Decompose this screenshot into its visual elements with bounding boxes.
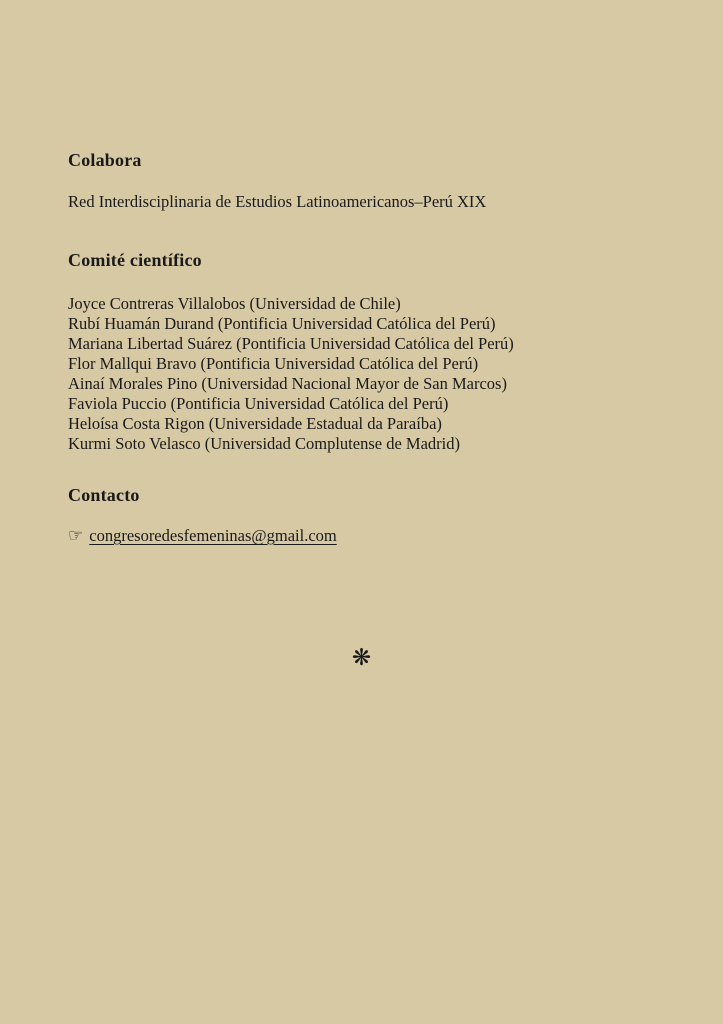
- member-row: Kurmi Soto Velasco (Universidad Complutense de Madrid): [68, 434, 460, 453]
- contact-line: [68, 526, 337, 546]
- pointing-hand-icon: ☞: [68, 526, 84, 545]
- footer-ornament-container: [0, 646, 723, 670]
- comite-member-list: [68, 294, 514, 454]
- member-row: Joyce Contreras Villalobos (Universidad de Chile): [68, 294, 401, 313]
- asterisk-ornament-icon: ❋: [351, 645, 372, 670]
- comite-cientifico-heading: Comité científico: [68, 250, 202, 270]
- contacto-heading: Contacto: [68, 485, 140, 505]
- member-row: Mariana Libertad Suárez (Pontificia Universidad Católica del Perú): [68, 334, 514, 353]
- member-row: Ainaí Morales Pino (Universidad Nacional Mayor de San Marcos): [68, 374, 507, 393]
- member-row: Rubí Huamán Durand (Pontificia Universidad Católica del Perú): [68, 314, 496, 333]
- colabora-heading: Colabora: [68, 150, 142, 170]
- colabora-text: Red Interdisciplinaria de Estudios Latinoamericanos–Perú XIX: [68, 192, 487, 211]
- member-row: Heloísa Costa Rigon (Universidade Estadual da Paraíba): [68, 414, 442, 433]
- member-row: Faviola Puccio (Pontificia Universidad Católica del Perú): [68, 394, 449, 413]
- member-row: Flor Mallqui Bravo (Pontificia Universidad Católica del Perú): [68, 354, 479, 373]
- contact-email-link[interactable]: congresoredesfemeninas@gmail.com: [89, 526, 337, 545]
